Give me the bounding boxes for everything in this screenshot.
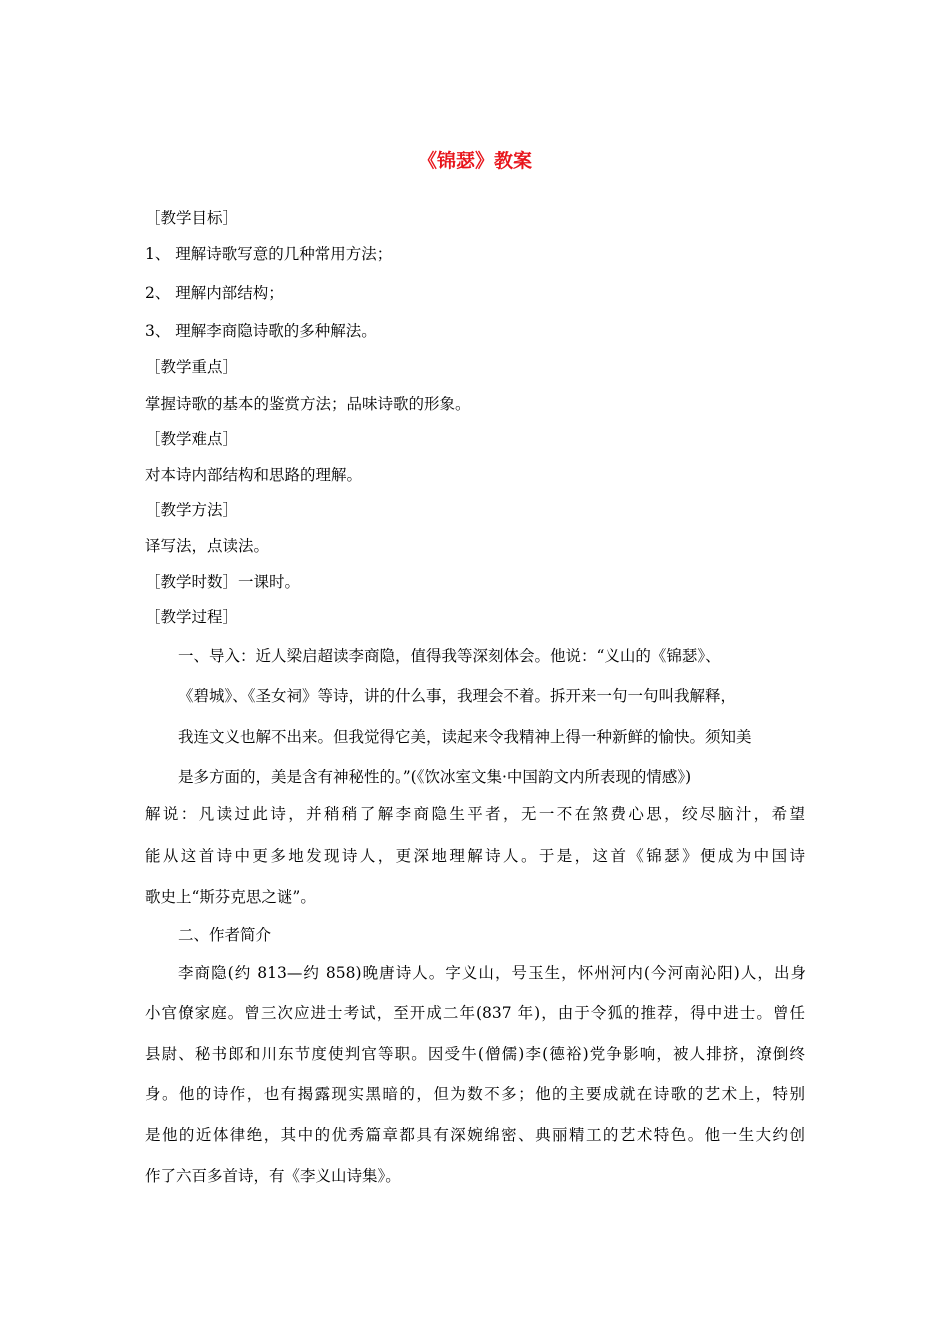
intro-line-2: 《碧城》、《圣女祠》等诗，讲的什么事，我理会不着。拆开来一句一句叫我解释， [178,687,737,705]
document-title: 《锦瑟》教案 [417,150,532,172]
explanation-line-1: 解说：凡读过此诗，并稍稍了解李商隐生平者，无一不在煞费心思，绞尽脑汁，希望 [145,805,805,823]
section-heading-method: ［教学方法］ [145,501,239,519]
section-heading-difficulty: ［教学难点］ [145,430,239,448]
section-heading-author: 二、作者简介 [178,926,272,944]
intro-line-4: 是多方面的，美是含有神秘性的。”(《饮冰室文集·中国韵文内所表现的情感》) [178,768,692,786]
goal-item-1: 1、 理解诗歌写意的几种常用方法； [145,245,393,263]
goal-item-3: 3、 理解李商隐诗歌的多种解法。 [145,322,377,340]
author-line-3: 县尉、秘书郎和川东节度使判官等职。因受牛(僧儒)李(德裕)党争影响，被人排挤，潦倒终 [145,1045,805,1063]
intro-line-3: 我连文义也解不出来。但我觉得它美，读起来令我精神上得一种新鲜的愉快。须知美 [178,728,752,746]
section-heading-process: ［教学过程］ [145,608,239,626]
focus-text: 掌握诗歌的基本的鉴赏方法；品味诗歌的形象。 [145,395,471,413]
author-line-4: 身。他的诗作，也有揭露现实黑暗的，但为数不多；他的主要成就在诗歌的艺术上，特别 [145,1085,805,1103]
method-text: 译写法，点读法。 [145,537,270,555]
intro-line-1: 一、导入：近人梁启超读李商隐，值得我等深刻体会。他说：“义山的《锦瑟》、 [178,647,721,665]
author-line-6: 作了六百多首诗，有《李义山诗集》。 [145,1167,401,1185]
section-heading-focus: ［教学重点］ [145,358,239,376]
author-line-2: 小官僚家庭。曾三次应进士考试，至开成二年(837 年)，由于令狐的推荐，得中进士。曾任 [145,1004,805,1022]
author-line-5: 是他的近体律绝，其中的优秀篇章都具有深婉绵密、典丽精工的艺术特色。他一生大约创 [145,1126,805,1144]
author-line-1: 李商隐(约 813—约 858)晚唐诗人。字义山，号玉生，怀州河内(今河南沁阳)人，出身 [178,964,806,982]
explanation-line-2: 能从这首诗中更多地发现诗人，更深地理解诗人。于是，这首《锦瑟》便成为中国诗 [145,847,805,865]
section-heading-hours: ［教学时数］一课时。 [145,573,301,591]
goal-item-2: 2、 理解内部结构； [145,284,284,302]
section-heading-goals: ［教学目标］ [145,209,239,227]
explanation-line-3: 歌史上“斯芬克思之谜”。 [145,888,316,906]
difficulty-text: 对本诗内部结构和思路的理解。 [145,466,363,484]
